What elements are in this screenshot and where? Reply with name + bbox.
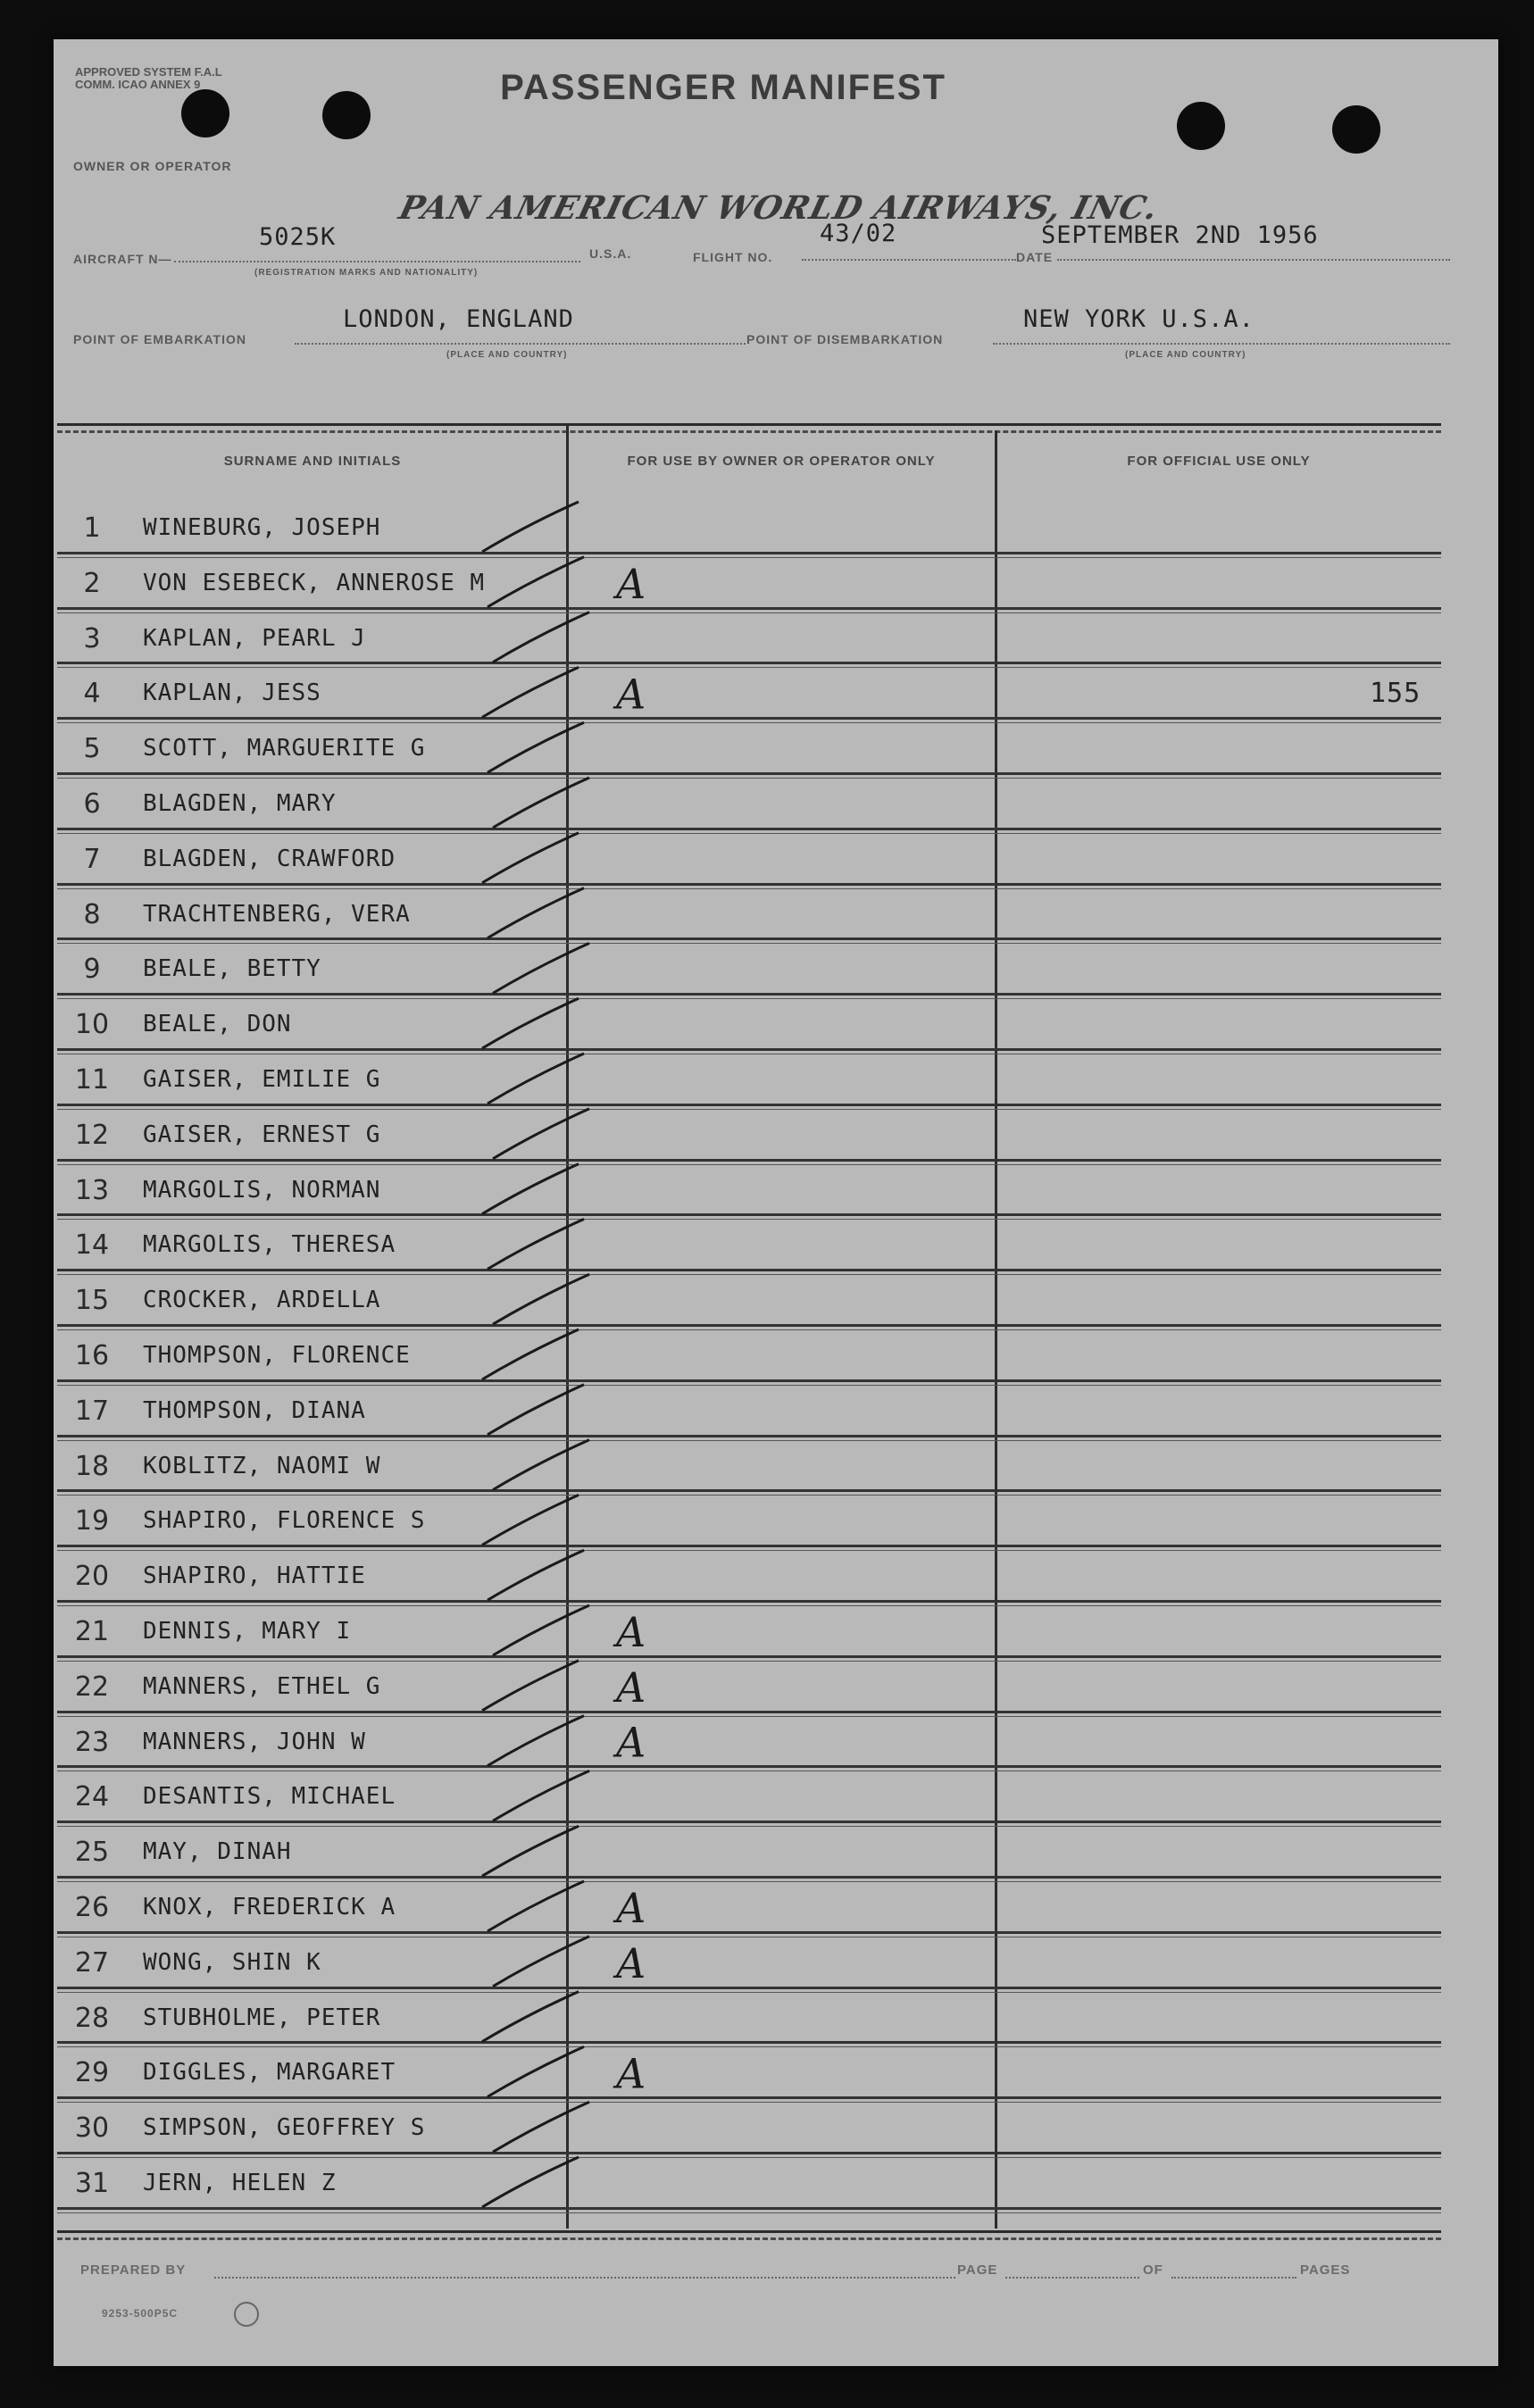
row-number: 31: [74, 2168, 110, 2199]
handwritten-mark: A: [616, 1884, 646, 1932]
handwritten-mark: A: [616, 1938, 646, 1987]
col-header-surname: SURNAME AND INITIALS: [223, 454, 402, 469]
passenger-name: DESANTIS, MICHAEL: [143, 1783, 396, 1811]
check-mark: [488, 888, 584, 938]
of-underline: [1171, 2277, 1296, 2279]
passenger-name: DENNIS, MARY I: [143, 1618, 352, 1645]
handwritten-mark: A: [616, 670, 646, 719]
passenger-name: BEALE, DON: [143, 1011, 292, 1038]
row-number: 30: [74, 2112, 110, 2145]
check-mark: [482, 1164, 579, 1214]
aircraft-label: AIRCRAFT N—: [73, 252, 172, 266]
row-number: 4: [83, 678, 101, 710]
passenger-name: CROCKER, ARDELLA: [143, 1287, 381, 1314]
check-mark: [482, 1826, 579, 1876]
check-mark: [493, 1605, 589, 1655]
owner-label: OWNER OR OPERATOR: [73, 159, 232, 173]
check-mark: [482, 502, 579, 552]
embark-label: POINT OF EMBARKATION: [73, 332, 246, 346]
passenger-name: KAPLAN, PEARL J: [143, 624, 366, 652]
passenger-name: MARGOLIS, NORMAN: [143, 1176, 381, 1204]
passenger-name: SIMPSON, GEOFFREY S: [143, 2114, 426, 2142]
check-mark: [482, 1495, 579, 1545]
page-underline: [1005, 2277, 1139, 2279]
disembark-value: NEW YORK U.S.A.: [1023, 305, 1255, 333]
of-label: OF: [1143, 2262, 1163, 2278]
passenger-name: VON ESEBECK, ANNEROSE M: [143, 569, 486, 596]
form-code: 9253-500P5C: [102, 2307, 179, 2320]
passenger-name: WINEBURG, JOSEPH: [143, 514, 381, 541]
row-number: 15: [74, 1285, 110, 1317]
check-mark: [488, 722, 584, 772]
row-number: 9: [83, 954, 101, 986]
handwritten-mark: A: [616, 1662, 646, 1712]
official-entry: 155: [1370, 678, 1421, 710]
row-number: 25: [74, 1837, 110, 1869]
check-mark: [493, 1109, 589, 1159]
manifest-sheet: [54, 39, 1498, 2366]
row-number: 19: [74, 1505, 110, 1537]
passenger-name: WONG, SHIN K: [143, 1948, 321, 1976]
row-number: 14: [74, 1229, 110, 1262]
flight-label: FLIGHT NO.: [693, 250, 773, 264]
passenger-name: JERN, HELEN Z: [143, 2170, 337, 2196]
passenger-name: SCOTT, MARGUERITE G: [143, 735, 426, 762]
pages-label: PAGES: [1300, 2262, 1351, 2278]
row-number: 12: [74, 1119, 110, 1151]
document-title: PASSENGER MANIFEST: [500, 68, 946, 107]
check-mark: [488, 1219, 584, 1269]
check-mark: [493, 1440, 589, 1490]
passenger-name: THOMPSON, DIANA: [143, 1396, 366, 1424]
prepared-by-underline: [214, 2277, 955, 2279]
printer-seal-icon: [234, 2302, 259, 2327]
check-mark: [482, 833, 579, 883]
check-mark: [482, 998, 579, 1048]
handwritten-mark: A: [616, 2049, 646, 2098]
check-mark: [493, 943, 589, 993]
check-mark: [482, 1661, 579, 1711]
table-bottom-rule: [57, 2230, 1441, 2233]
row-number: 10: [74, 1009, 110, 1041]
passenger-name: BEALE, BETTY: [143, 955, 321, 983]
row-number: 7: [83, 843, 101, 875]
check-mark: [488, 1385, 584, 1435]
row-number: 16: [74, 1340, 110, 1371]
embark-sub: (PLACE AND COUNTRY): [446, 350, 568, 360]
row-number: 13: [74, 1174, 110, 1206]
passenger-name: STUBHOLME, PETER: [143, 2004, 381, 2031]
row-number: 24: [74, 1781, 110, 1813]
passenger-name: MAY, DINAH: [143, 1838, 292, 1866]
passenger-name: TRACHTENBERG, VERA: [143, 900, 411, 928]
check-mark: [482, 1992, 579, 2042]
check-mark: [488, 557, 584, 607]
passenger-name: KOBLITZ, NAOMI W: [143, 1452, 381, 1479]
table-bottom-dashed-rule: [57, 2237, 1441, 2240]
check-mark: [493, 612, 589, 662]
handwritten-mark: A: [616, 1608, 646, 1656]
check-mark: [493, 1274, 589, 1324]
check-mark: [482, 1329, 579, 1379]
passenger-name: KNOX, FREDERICK A: [143, 1894, 396, 1921]
passenger-name: MANNERS, JOHN W: [143, 1728, 366, 1755]
check-mark: [488, 2046, 584, 2096]
passenger-name: MANNERS, ETHEL G: [143, 1672, 381, 1700]
check-mark: [493, 2102, 589, 2152]
approval-stamp: APPROVED SYSTEM F.A.L COMM. ICAO ANNEX 9: [75, 65, 222, 91]
check-mark: [482, 2157, 579, 2207]
row-number: 17: [74, 1395, 110, 1427]
disembark-label: POINT OF DISEMBARKATION: [746, 332, 944, 346]
passenger-name: THOMPSON, FLORENCE: [143, 1342, 411, 1369]
check-mark: [493, 778, 589, 828]
row-number: 8: [83, 898, 101, 930]
passenger-name: BLAGDEN, CRAWFORD: [143, 845, 396, 872]
passenger-name: GAISER, ERNEST G: [143, 1121, 381, 1148]
aircraft-value: 5025K: [259, 223, 337, 251]
nationality: U.S.A.: [589, 246, 632, 261]
check-mark: [482, 667, 579, 717]
passenger-name: SHAPIRO, FLORENCE S: [143, 1507, 426, 1535]
disembark-sub: (PLACE AND COUNTRY): [1125, 350, 1246, 360]
row-number: 1: [83, 512, 101, 544]
row-number: 26: [74, 1892, 110, 1923]
row-number: 5: [83, 733, 101, 765]
check-mark: [488, 1881, 584, 1931]
row-number: 6: [83, 788, 101, 820]
row-number: 18: [74, 1450, 110, 1482]
row-number: 22: [74, 1671, 110, 1703]
passenger-name: DIGGLES, MARGARET: [143, 2059, 396, 2087]
date-value: SEPTEMBER 2ND 1956: [1041, 221, 1319, 249]
page-label: PAGE: [957, 2262, 998, 2278]
passenger-name: SHAPIRO, HATTIE: [143, 1562, 366, 1590]
row-number: 20: [74, 1561, 110, 1593]
passenger-name: MARGOLIS, THERESA: [143, 1231, 396, 1259]
aircraft-sub: (REGISTRATION MARKS AND NATIONALITY): [254, 268, 479, 278]
row-number: 21: [74, 1616, 110, 1647]
row-number: 23: [74, 1726, 110, 1758]
row-number: 3: [83, 622, 101, 654]
check-mark: [493, 1937, 589, 1987]
check-mark: [488, 1550, 584, 1600]
prepared-by-label: PREPARED BY: [80, 2262, 187, 2278]
date-label: DATE: [1016, 250, 1054, 264]
row-number: 28: [74, 2002, 110, 2034]
embark-value: LONDON, ENGLAND: [343, 305, 574, 333]
row-number: 27: [74, 1946, 110, 1979]
passenger-name: BLAGDEN, MARY: [143, 790, 337, 817]
check-mark: [488, 1716, 584, 1766]
col-header-official: FOR OFFICIAL USE ONLY: [1127, 454, 1311, 469]
check-mark: [488, 1054, 584, 1104]
row-number: 2: [83, 567, 101, 599]
handwritten-mark: A: [616, 559, 646, 608]
operator-name: PAN AMERICAN WORLD AIRWAYS, INC.: [395, 189, 1163, 227]
ink-annotations: [54, 39, 1498, 2366]
flight-value: 43/02: [820, 220, 897, 247]
col-header-owner: FOR USE BY OWNER OR OPERATOR ONLY: [627, 454, 936, 469]
row-number: 11: [74, 1064, 110, 1096]
handwritten-mark: A: [616, 1718, 646, 1767]
passenger-name: GAISER, EMILIE G: [143, 1066, 381, 1093]
passenger-name: KAPLAN, JESS: [143, 679, 321, 707]
row-number: 29: [74, 2057, 110, 2089]
check-mark: [493, 1771, 589, 1821]
